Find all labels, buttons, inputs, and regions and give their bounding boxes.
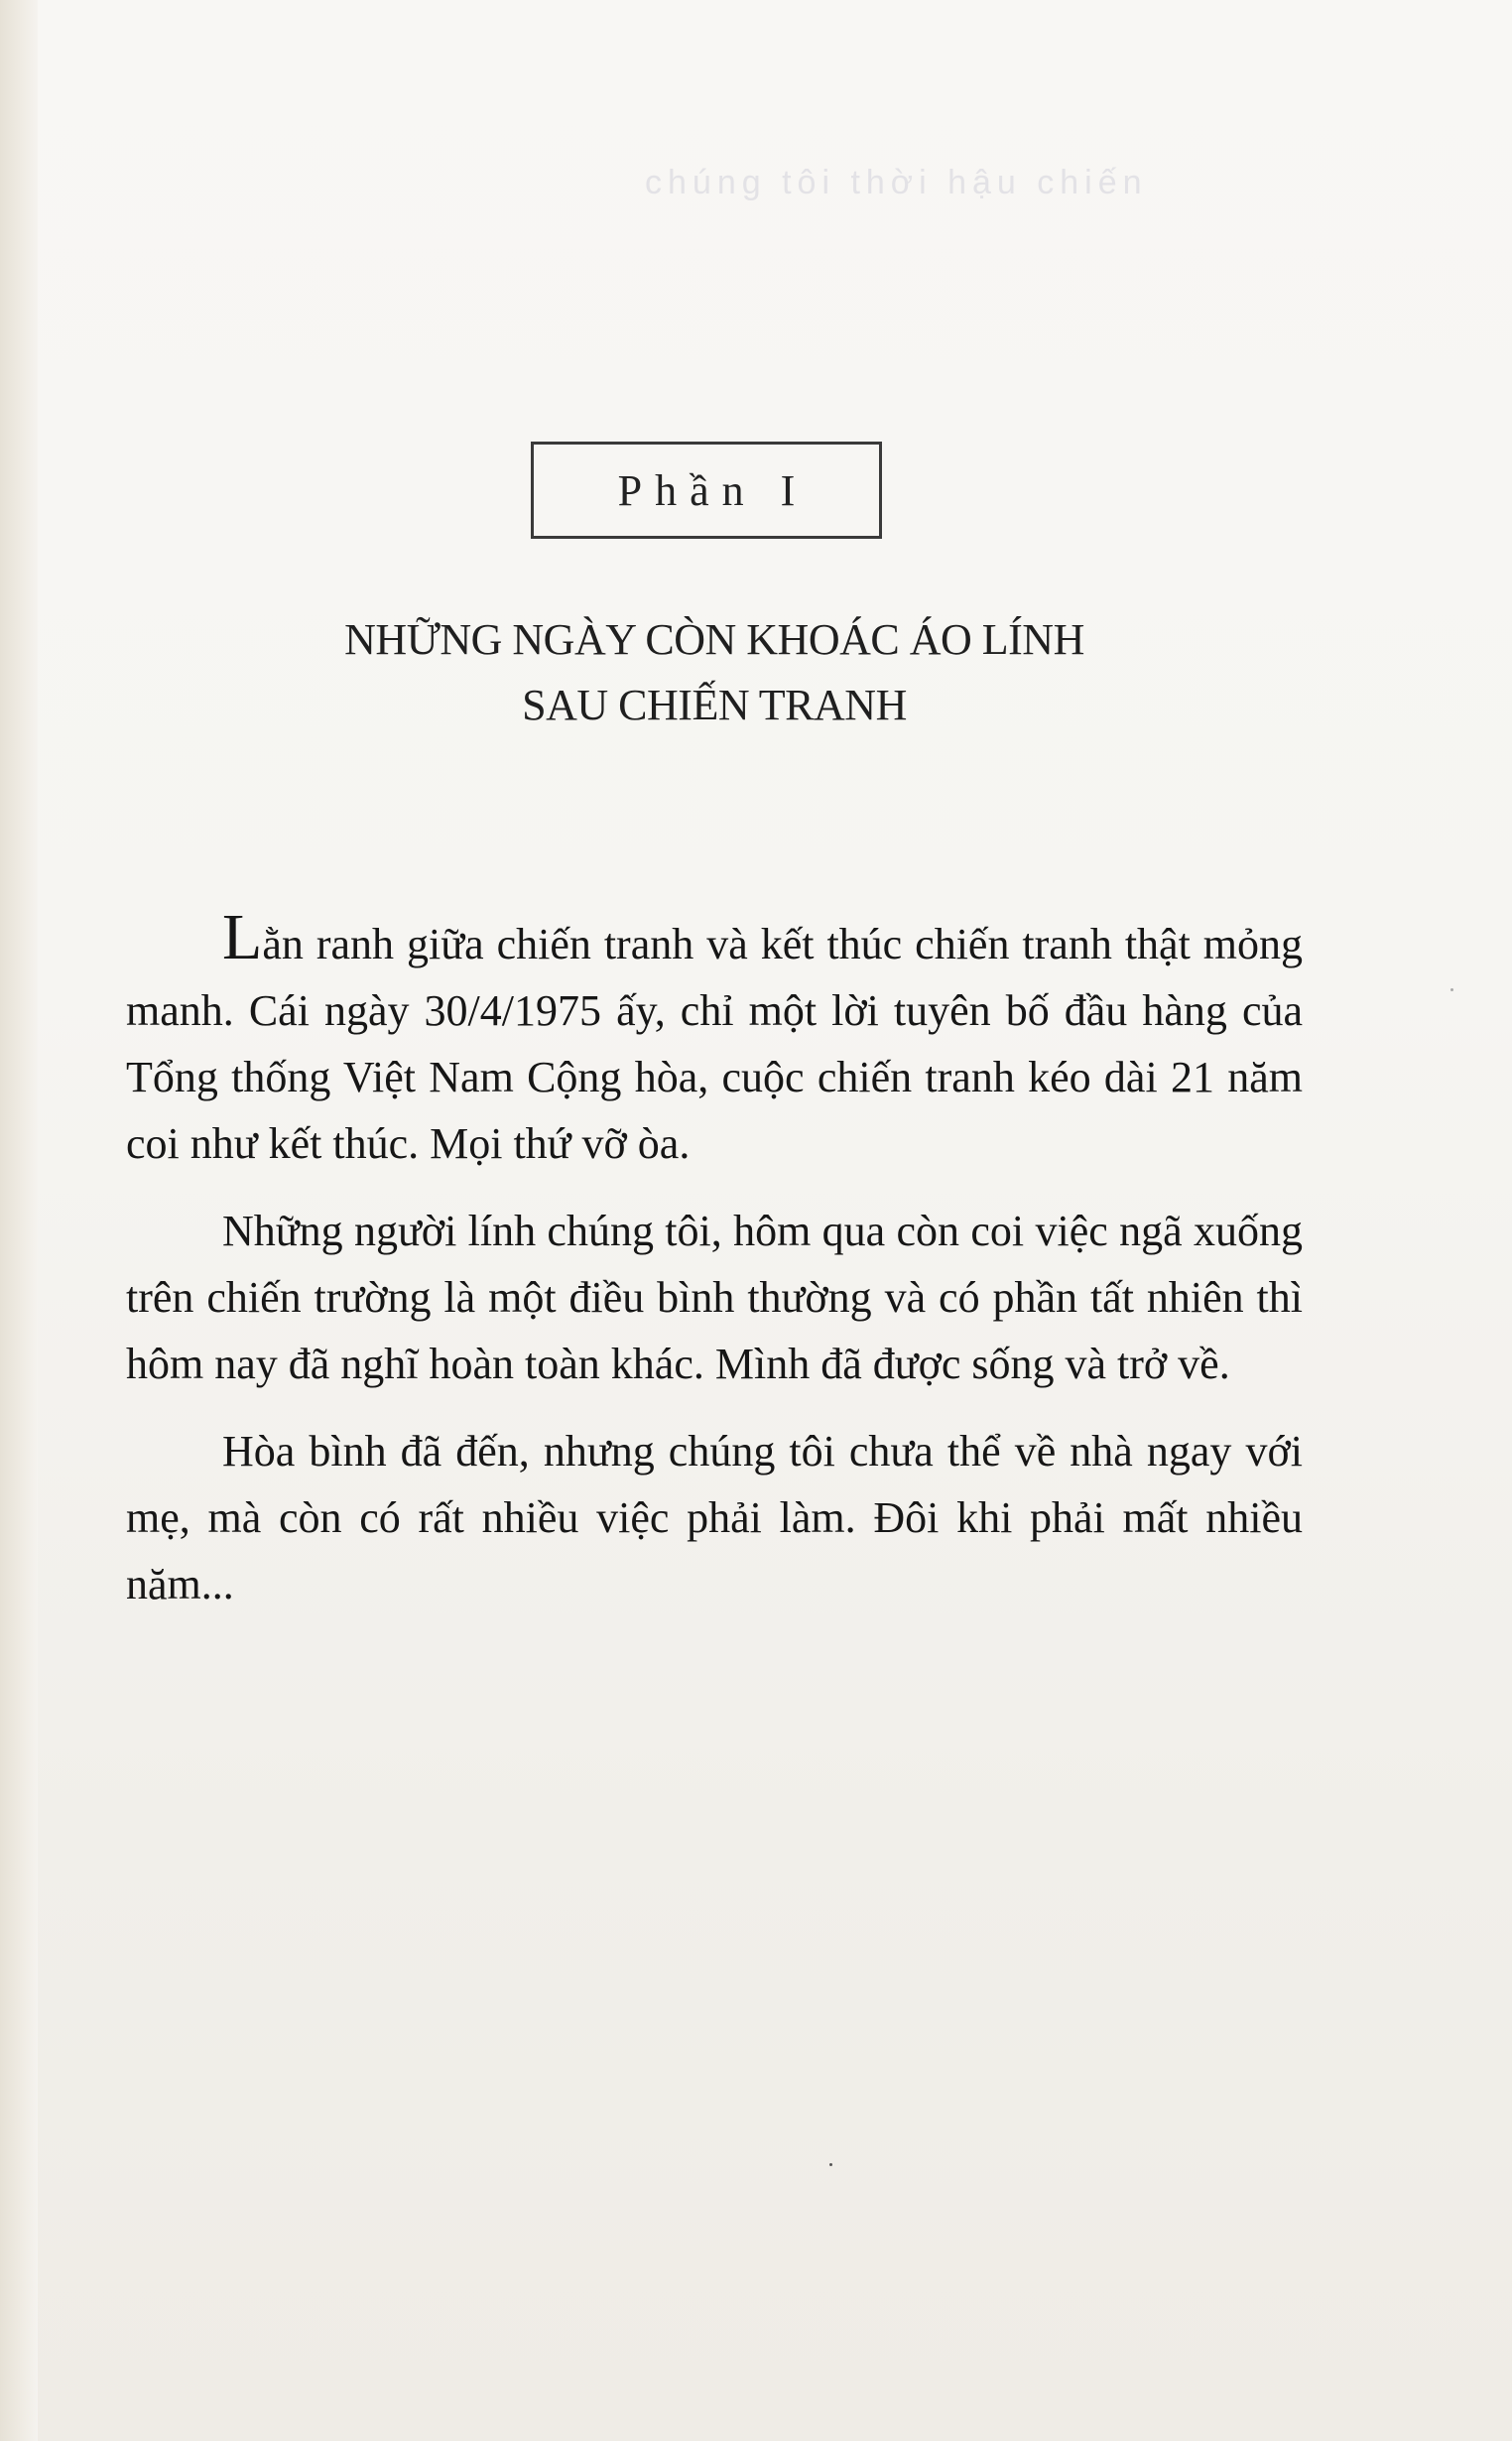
part-heading-box (531, 442, 882, 539)
chapter-title-line-1: NHỮNG NGÀY CÒN KHOÁC ÁO LÍNH (344, 615, 1084, 664)
book-gutter-shadow (0, 0, 38, 2441)
show-through-running-header: chúng tôi thời hậu chiến (645, 164, 1148, 201)
chapter-title (126, 607, 1303, 738)
paragraph-1 (126, 901, 1303, 1177)
paper-speck (1450, 988, 1453, 991)
paragraph-1-text: ằn ranh giữa chiến tranh và kết thúc chiến tranh thật mỏng manh. Cái ngày 30/4/1975 ấy, chỉ một lời tuyên bố đầu hàng của Tổng thống Việt Nam Cộng hòa, cuộc chiến tranh kéo dài 21 năm coi như kết thúc. Mọi thứ vỡ òa. (126, 920, 1303, 1168)
show-through-texture-bottom (129, 1687, 1320, 2243)
drop-initial-letter: L (222, 901, 263, 973)
part-label: Phần I (617, 465, 809, 515)
paper-speck (829, 2163, 832, 2166)
chapter-body (126, 901, 1303, 1638)
paragraph-3: Hòa bình đã đến, nhưng chúng tôi chưa thể về nhà ngay với mẹ, mà còn có rất nhiều việc phải làm. Đôi khi phải mất nhiều năm... (126, 1427, 1303, 1608)
chapter-title-line-2: SAU CHIẾN TRANH (522, 681, 907, 729)
paragraph-2: Những người lính chúng tôi, hôm qua còn coi việc ngã xuống trên chiến trường là một điều bình thường và có phần tất nhiên thì hôm nay đã nghĩ hoàn toàn khác. Mình đã được sống và trở về. (126, 1207, 1303, 1388)
